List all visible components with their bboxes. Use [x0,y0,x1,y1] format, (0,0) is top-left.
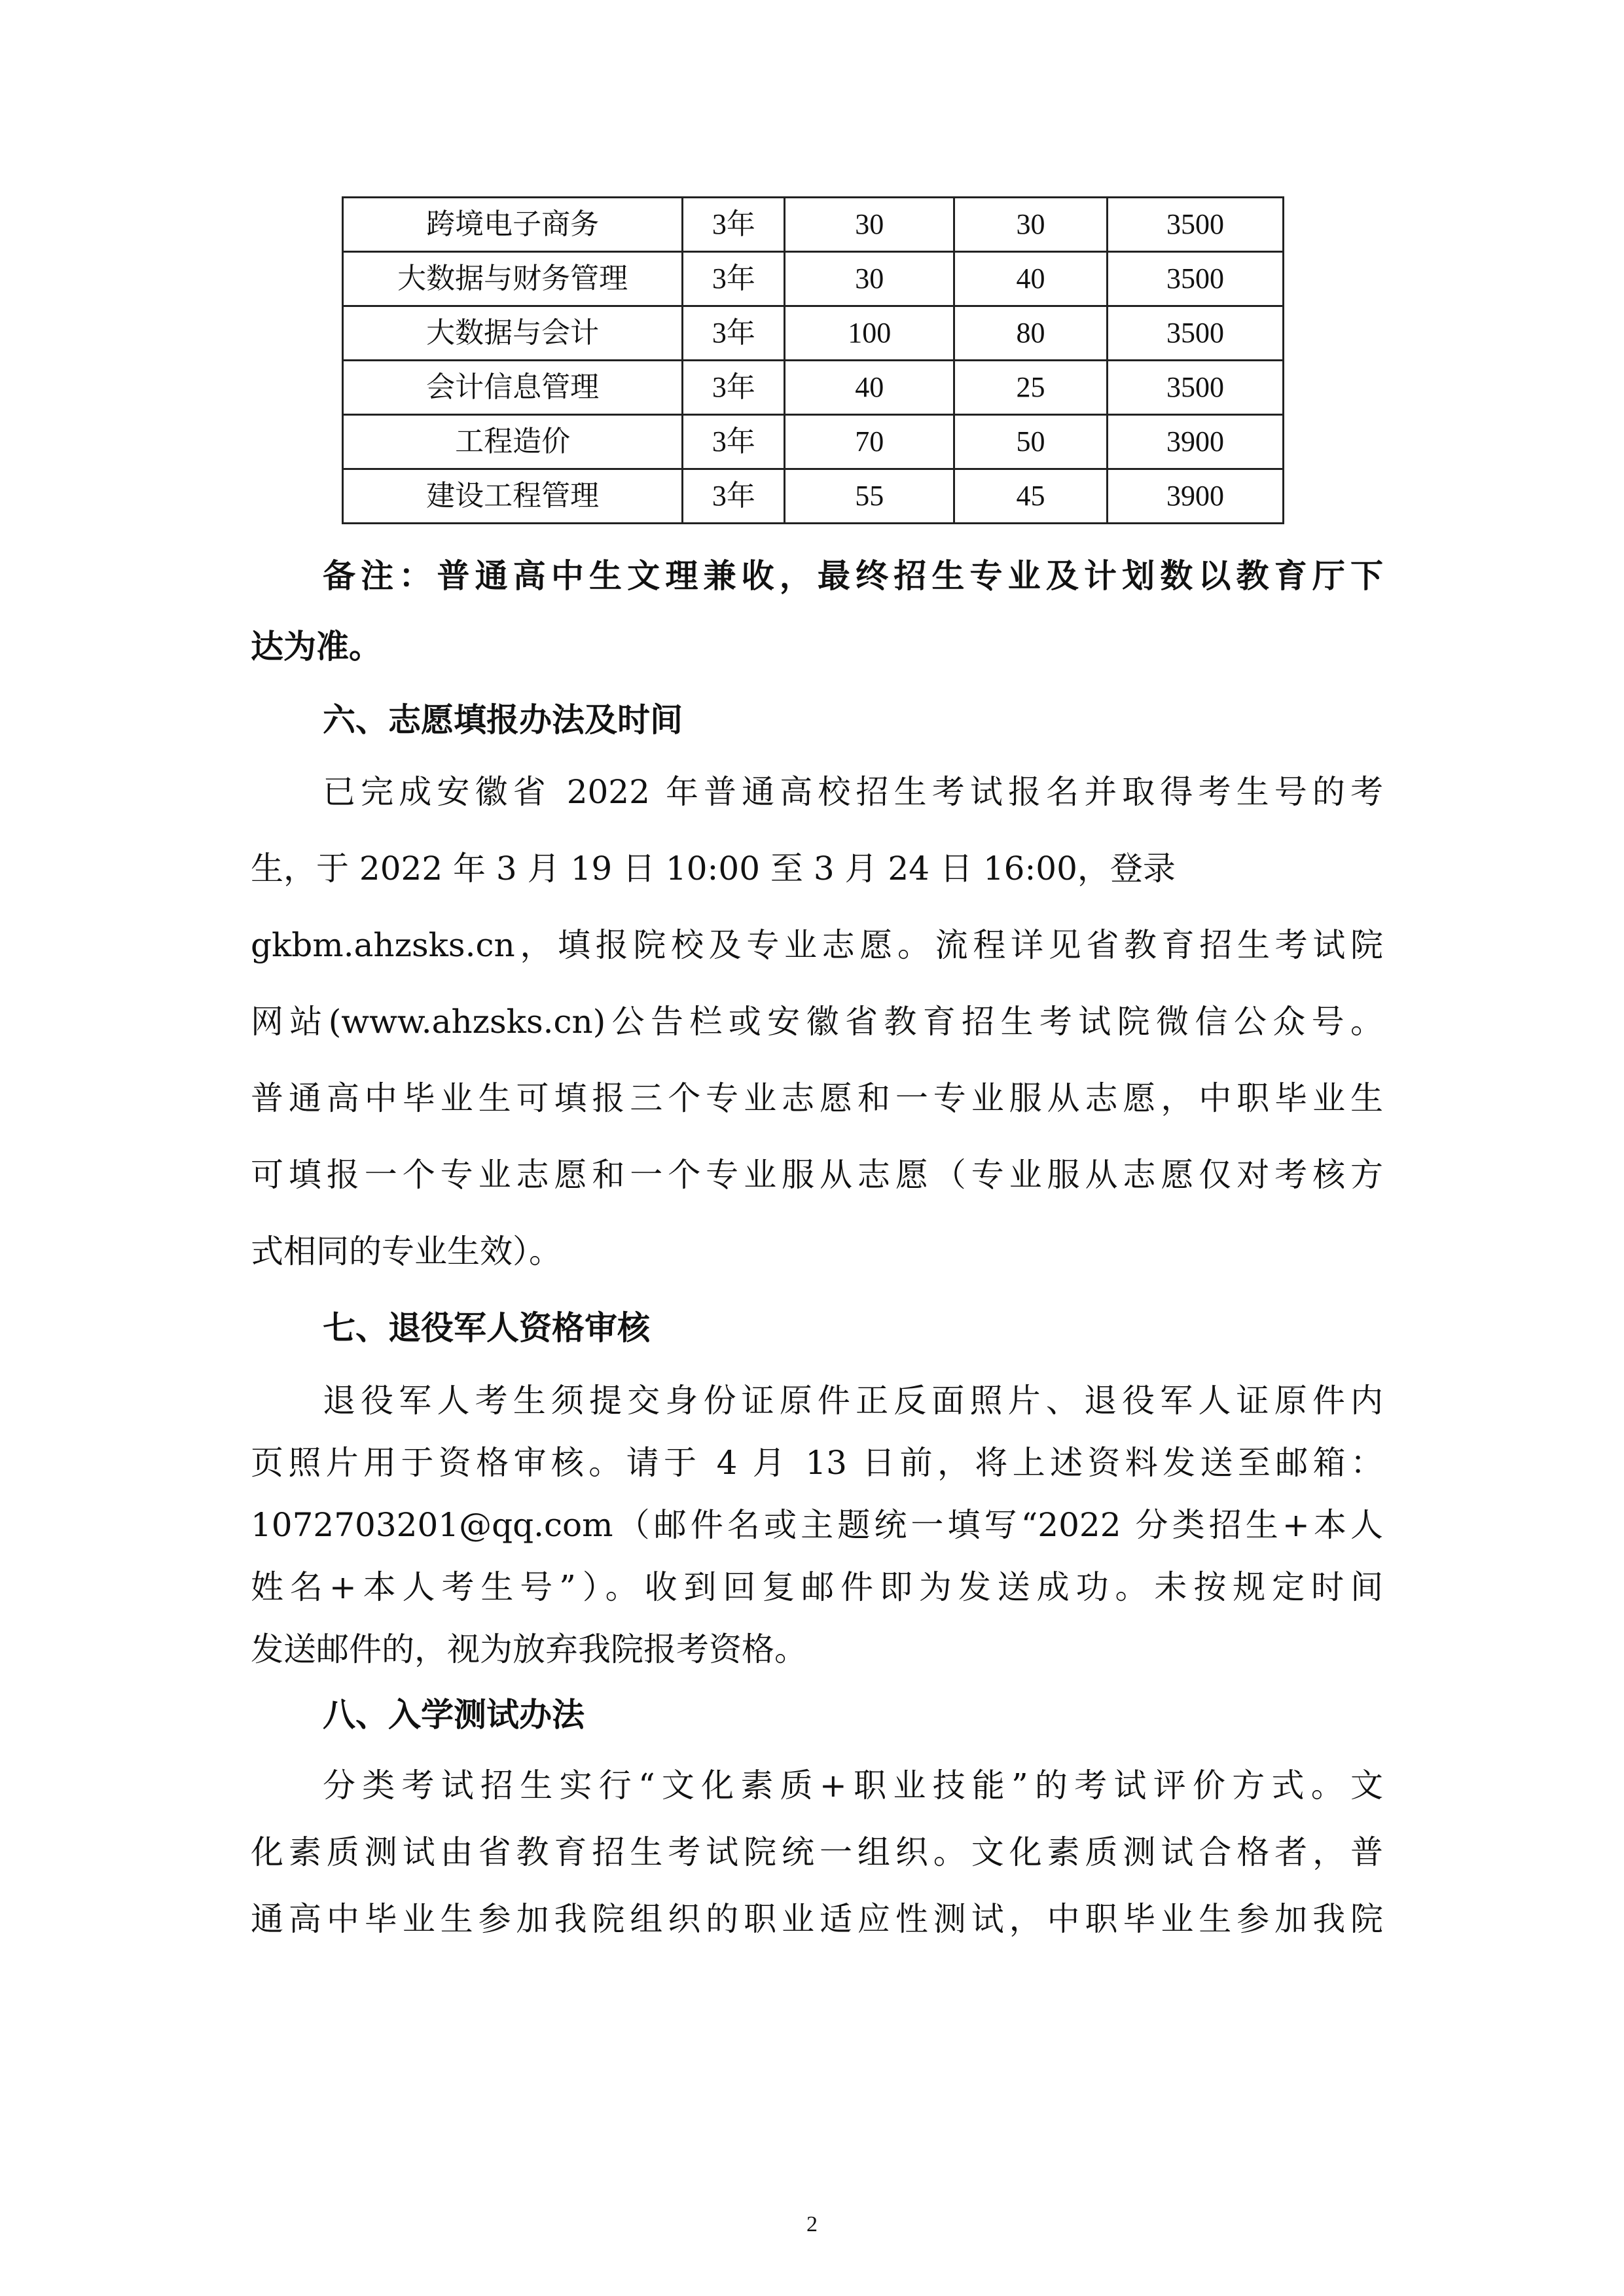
section-7-line: 发送邮件的，视为放弃我院报考资格。 [251,1630,807,1668]
section-7-line: 姓名+本人考生号”）。收到回复邮件即为发送成功。未按规定时间 [251,1568,1383,1606]
duration-cell: 3年 [683,198,785,252]
plan-cell: 40 [954,252,1108,306]
major-cell: 大数据与会计 [343,306,683,361]
duration-cell: 3年 [683,469,785,524]
plan-cell: 45 [954,469,1108,524]
note-line-1: 备注：普通高中生文理兼收，最终招生专业及计划数以教育厅下 [323,556,1383,595]
fee-cell: 3900 [1107,415,1283,469]
major-cell: 建设工程管理 [343,469,683,524]
table-row [343,198,1284,252]
table-row [343,361,1284,415]
section-6-line: 式相同的专业生效）。 [251,1232,562,1270]
fee-cell: 3900 [1107,469,1283,524]
section-8-line: 通高中毕业生参加我院组织的职业适应性测试，中职毕业生参加我院 [251,1900,1383,1938]
admission-plan-table [342,196,1284,524]
section-7-heading: 七、退役军人资格审核 [323,1309,650,1347]
plan-cell: 30 [785,198,954,252]
plan-cell: 70 [785,415,954,469]
major-cell: 大数据与财务管理 [343,252,683,306]
section-6-line: gkbm.ahzsks.cn，填报院校及专业志愿。流程详见省教育招生考试院 [251,926,1383,964]
plan-cell: 80 [954,306,1108,361]
table-row [343,306,1284,361]
table-row [343,469,1284,524]
major-cell: 会计信息管理 [343,361,683,415]
section-8-heading: 八、入学测试办法 [323,1696,585,1734]
plan-cell: 25 [954,361,1108,415]
major-cell: 跨境电子商务 [343,198,683,252]
table-row [343,252,1284,306]
table-body [343,198,1284,524]
page-number: 2 [806,2212,818,2236]
plan-cell: 30 [785,252,954,306]
section-6-line: 普通高中毕业生可填报三个专业志愿和一专业服从志愿，中职毕业生 [251,1079,1383,1117]
plan-cell: 40 [785,361,954,415]
duration-cell: 3年 [683,361,785,415]
fee-cell: 3500 [1107,361,1283,415]
section-8-line: 分类考试招生实行“文化素质+职业技能”的考试评价方式。文 [323,1767,1383,1804]
section-6-line: 生，于 2022 年 3 月 19 日 10:00 至 3 月 24 日 16:00，登录 [251,850,1176,888]
plan-cell: 55 [785,469,954,524]
plan-cell: 100 [785,306,954,361]
plan-cell: 30 [954,198,1108,252]
duration-cell: 3年 [683,306,785,361]
duration-cell: 3年 [683,252,785,306]
major-cell: 工程造价 [343,415,683,469]
plan-cell: 50 [954,415,1108,469]
section-8-line: 化素质测试由省教育招生考试院统一组织。文化素质测试合格者，普 [251,1833,1383,1871]
table-row [343,415,1284,469]
fee-cell: 3500 [1107,252,1283,306]
section-6-line: 网站(www.ahzsks.cn)公告栏或安徽省教育招生考试院微信公众号。 [251,1003,1383,1041]
fee-cell: 3500 [1107,306,1283,361]
section-6-line: 已完成安徽省 2022 年普通高校招生考试报名并取得考生号的考 [323,773,1383,811]
section-7-line: 页照片用于资格审核。请于 4 月 13 日前，将上述资料发送至邮箱： [251,1444,1383,1482]
section-6-heading: 六、志愿填报办法及时间 [323,701,683,739]
section-7-line: 退役军人考生须提交身份证原件正反面照片、退役军人证原件内 [323,1382,1383,1420]
fee-cell: 3500 [1107,198,1283,252]
note-line-2: 达为准。 [251,627,382,666]
section-6-line: 可填报一个专业志愿和一个专业服从志愿（专业服从志愿仅对考核方 [251,1156,1383,1194]
section-7-line: 1072703201@qq.com（邮件名或主题统一填写“2022 分类招生+本人 [251,1506,1383,1544]
duration-cell: 3年 [683,415,785,469]
